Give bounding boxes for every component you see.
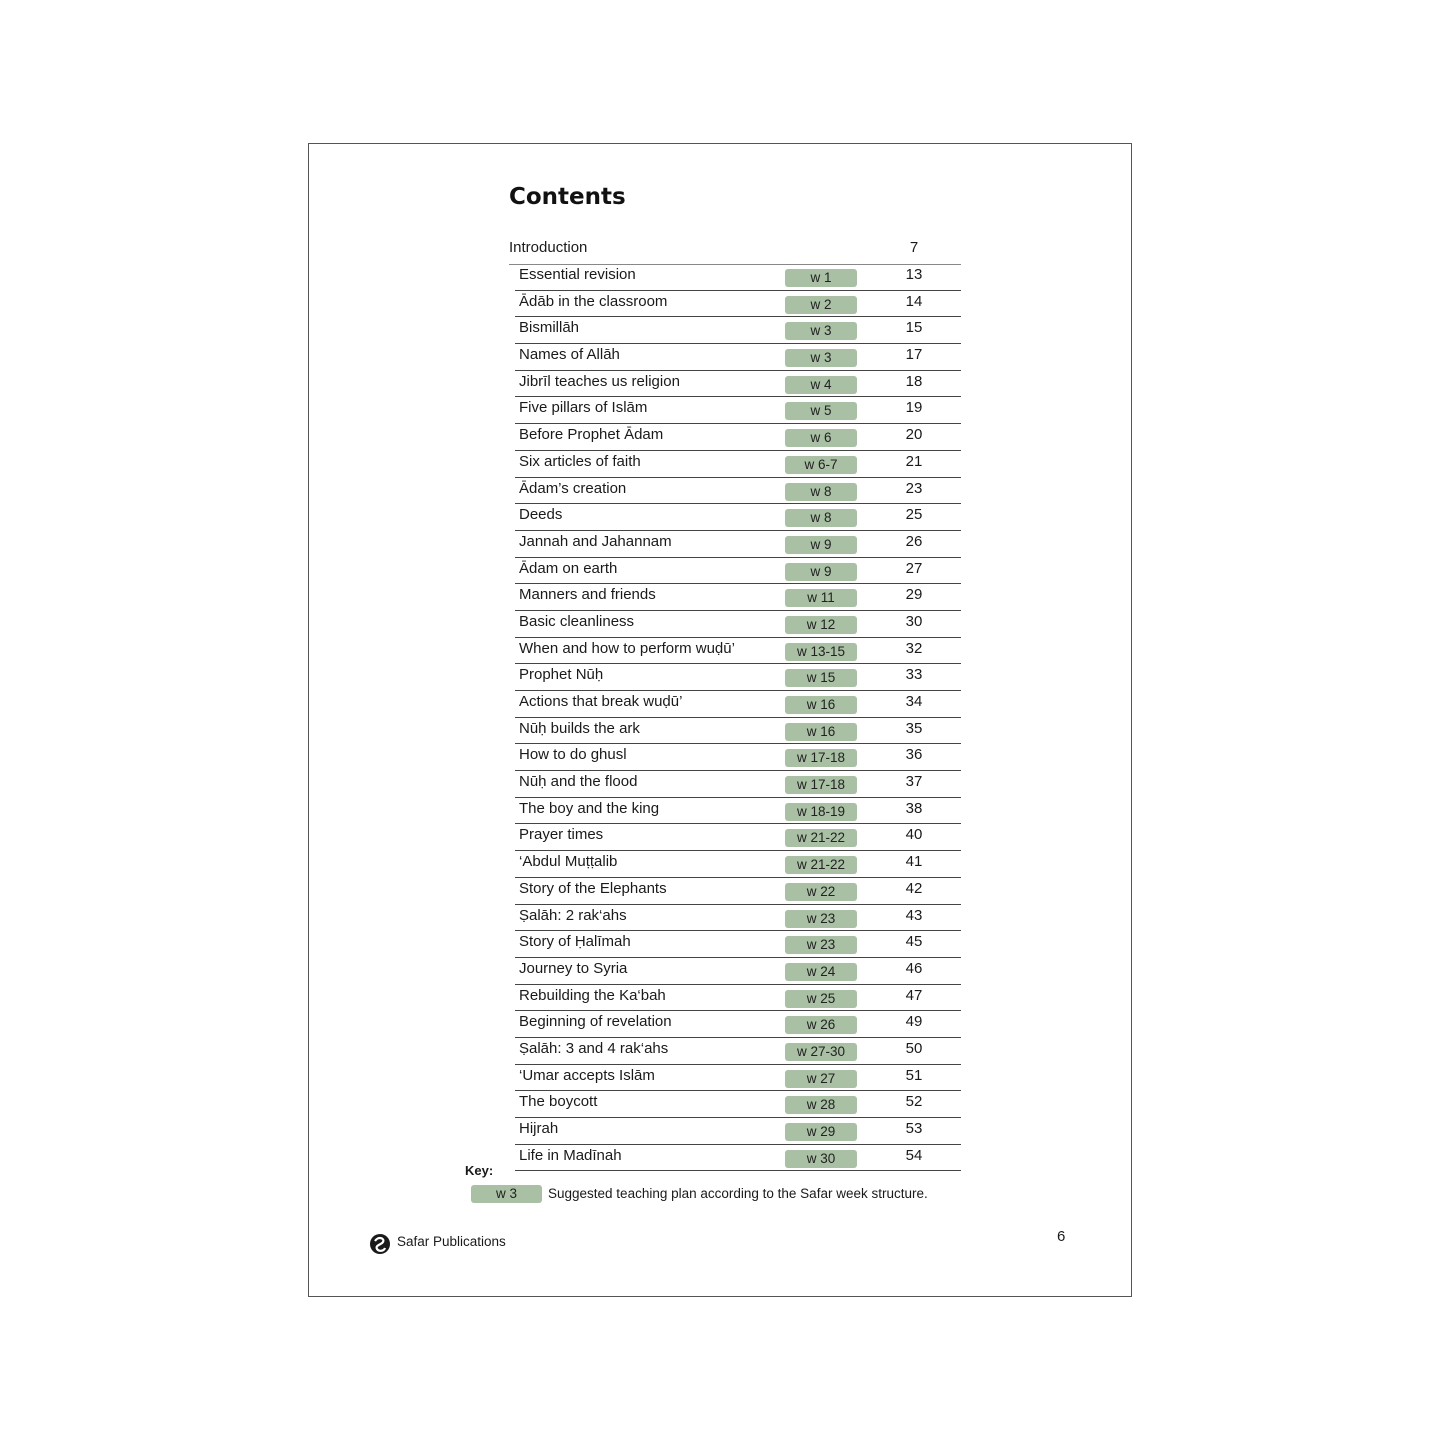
toc-row bbox=[515, 638, 961, 665]
toc-entry-label: Essential revision bbox=[519, 266, 636, 283]
toc-intro-label: Introduction bbox=[509, 239, 588, 256]
toc-entry-label: Ādam’s creation bbox=[519, 479, 627, 497]
toc-row bbox=[515, 771, 961, 798]
toc-entry-label: Deeds bbox=[519, 506, 563, 524]
toc-row bbox=[515, 878, 961, 905]
toc-row bbox=[515, 1065, 961, 1092]
toc-entry-page: 51 bbox=[905, 1066, 923, 1084]
toc-row bbox=[515, 985, 961, 1012]
toc-row bbox=[515, 1145, 961, 1172]
toc-entry-page: 36 bbox=[905, 746, 923, 764]
toc-row bbox=[515, 478, 961, 505]
week-badge: w 16 bbox=[785, 723, 857, 741]
week-badge: w 3 bbox=[785, 349, 857, 367]
week-badge: w 4 bbox=[785, 376, 857, 394]
toc-entry-page: 27 bbox=[905, 559, 923, 577]
key-title: Key: bbox=[465, 1163, 494, 1178]
week-badge: w 5 bbox=[785, 402, 857, 420]
toc-entry-page: 40 bbox=[905, 826, 923, 844]
toc-list bbox=[515, 264, 961, 1171]
page-title: Contents bbox=[509, 184, 626, 210]
toc-entry-label: ‘Umar accepts Islām bbox=[519, 1066, 655, 1084]
toc-entry-label: How to do ghusl bbox=[519, 746, 627, 764]
toc-row bbox=[515, 958, 961, 985]
week-badge: w 26 bbox=[785, 1016, 857, 1034]
toc-row bbox=[515, 824, 961, 851]
toc-entry-label: Actions that break wuḍū’ bbox=[519, 693, 683, 710]
safar-logo-icon bbox=[369, 1233, 391, 1255]
week-badge: w 3 bbox=[785, 322, 857, 340]
week-badge: w 16 bbox=[785, 696, 857, 714]
toc-row bbox=[515, 344, 961, 371]
toc-entry-page: 25 bbox=[905, 506, 923, 524]
week-badge: w 12 bbox=[785, 616, 857, 634]
week-badge: w 2 bbox=[785, 296, 857, 314]
key-week-badge: w 3 bbox=[471, 1185, 542, 1203]
toc-entry-label: Names of Allāh bbox=[519, 346, 620, 364]
toc-entry-label: Hijrah bbox=[519, 1120, 559, 1137]
toc-entry-page: 26 bbox=[905, 532, 923, 550]
toc-entry-label: Bismillāh bbox=[519, 319, 580, 337]
toc-entry-label: Rebuilding the Ka‘bah bbox=[519, 986, 666, 1004]
page-number: 6 bbox=[1057, 1228, 1066, 1245]
week-badge: w 24 bbox=[785, 963, 857, 981]
toc-entry-page: 37 bbox=[905, 773, 923, 791]
toc-entry-label: Story of Ḥalīmah bbox=[519, 933, 631, 951]
toc-entry-label: Jibrīl teaches us religion bbox=[519, 372, 680, 390]
toc-row bbox=[515, 798, 961, 825]
toc-entry-label: Six articles of faith bbox=[519, 452, 641, 470]
toc-row bbox=[515, 424, 961, 451]
toc-entry-page: 23 bbox=[905, 479, 923, 497]
toc-entry-label: Beginning of revelation bbox=[519, 1013, 672, 1031]
week-badge: w 23 bbox=[785, 936, 857, 954]
toc-entry-label: Five pillars of Islām bbox=[519, 399, 648, 417]
week-badge: w 21-22 bbox=[785, 829, 857, 847]
toc-row bbox=[515, 611, 961, 638]
toc-row bbox=[515, 931, 961, 958]
toc-row bbox=[515, 264, 961, 291]
week-badge: w 6 bbox=[785, 429, 857, 447]
toc-row bbox=[515, 851, 961, 878]
publisher-footer bbox=[369, 1227, 506, 1255]
toc-entry-page: 14 bbox=[905, 292, 923, 310]
toc-entry-page: 45 bbox=[905, 933, 923, 951]
toc-entry-label: Prayer times bbox=[519, 826, 604, 844]
week-badge: w 8 bbox=[785, 509, 857, 527]
key-description: Suggested teaching plan according to the Safar week structure. bbox=[548, 1186, 928, 1201]
week-badge: w 27 bbox=[785, 1070, 857, 1088]
week-badge: w 18-19 bbox=[785, 803, 857, 821]
toc-entry-label: The boycott bbox=[519, 1093, 598, 1111]
toc-entry-label: Ādāb in the classroom bbox=[519, 292, 668, 310]
toc-intro-page: 7 bbox=[909, 239, 919, 256]
toc-entry-page: 17 bbox=[905, 346, 923, 364]
toc-entry-label: Ṣalāh: 2 rak‘ahs bbox=[519, 906, 627, 924]
toc-row bbox=[515, 451, 961, 478]
toc-row bbox=[515, 291, 961, 318]
toc-row bbox=[515, 504, 961, 531]
week-badge: w 23 bbox=[785, 910, 857, 928]
toc-row bbox=[515, 531, 961, 558]
toc-entry-label: Jannah and Jahannam bbox=[519, 532, 672, 550]
week-badge: w 9 bbox=[785, 563, 857, 581]
toc-entry-page: 20 bbox=[905, 426, 923, 444]
toc-row bbox=[515, 905, 961, 932]
toc-entry-label: Story of the Elephants bbox=[519, 879, 667, 897]
week-badge: w 13-15 bbox=[785, 643, 857, 661]
toc-entry-page: 46 bbox=[905, 959, 923, 977]
week-badge: w 28 bbox=[785, 1096, 857, 1114]
toc-entry-page: 15 bbox=[905, 319, 923, 337]
toc-row bbox=[515, 1091, 961, 1118]
toc-entry-label: Nūḥ builds the ark bbox=[519, 719, 640, 737]
toc-entry-page: 32 bbox=[905, 639, 923, 657]
toc-row bbox=[515, 397, 961, 424]
toc-entry-label: The boy and the king bbox=[519, 799, 660, 817]
toc-entry-label: Journey to Syria bbox=[519, 959, 628, 977]
toc-entry-label: When and how to perform wuḍū’ bbox=[519, 639, 735, 657]
toc-entry-page: 35 bbox=[905, 719, 923, 737]
toc-entry-page: 54 bbox=[905, 1146, 923, 1164]
toc-entry-label: Basic cleanliness bbox=[519, 612, 635, 630]
toc-intro-row bbox=[509, 237, 961, 265]
toc-row bbox=[515, 1011, 961, 1038]
toc-entry-page: 18 bbox=[905, 372, 923, 390]
week-badge: w 27-30 bbox=[785, 1043, 857, 1061]
toc-row bbox=[515, 1038, 961, 1065]
toc-row bbox=[515, 584, 961, 611]
toc-row bbox=[515, 371, 961, 398]
week-badge: w 17-18 bbox=[785, 749, 857, 767]
toc-entry-page: 53 bbox=[905, 1120, 923, 1137]
publisher-name: Safar Publications bbox=[397, 1233, 506, 1249]
toc-entry-page: 29 bbox=[905, 586, 923, 604]
week-badge: w 17-18 bbox=[785, 776, 857, 794]
week-badge: w 6-7 bbox=[785, 456, 857, 474]
week-badge: w 9 bbox=[785, 536, 857, 554]
toc-entry-label: Before Prophet Ādam bbox=[519, 426, 664, 444]
toc-row bbox=[515, 1118, 961, 1145]
toc-entry-label: Ṣalāh: 3 and 4 rak‘ahs bbox=[519, 1039, 669, 1057]
toc-row bbox=[515, 664, 961, 691]
toc-entry-label: Nūḥ and the flood bbox=[519, 773, 638, 791]
toc-entry-page: 13 bbox=[905, 266, 923, 283]
week-badge: w 21-22 bbox=[785, 856, 857, 874]
week-badge: w 15 bbox=[785, 669, 857, 687]
week-badge: w 29 bbox=[785, 1123, 857, 1141]
toc-row bbox=[515, 718, 961, 745]
toc-entry-page: 47 bbox=[905, 986, 923, 1004]
toc-entry-page: 21 bbox=[905, 452, 923, 470]
week-badge: w 25 bbox=[785, 990, 857, 1008]
toc-entry-label: Life in Madīnah bbox=[519, 1146, 622, 1164]
toc-entry-page: 38 bbox=[905, 799, 923, 817]
week-badge: w 30 bbox=[785, 1150, 857, 1168]
document-page bbox=[308, 143, 1132, 1297]
toc-row bbox=[515, 558, 961, 585]
toc-entry-page: 52 bbox=[905, 1093, 923, 1111]
toc-entry-label: ‘Abdul Muṭṭalib bbox=[519, 853, 618, 871]
week-badge: w 1 bbox=[785, 269, 857, 287]
toc-row bbox=[515, 744, 961, 771]
toc-entry-page: 34 bbox=[905, 693, 923, 710]
toc-entry-page: 19 bbox=[905, 399, 923, 417]
toc-entry-page: 50 bbox=[905, 1039, 923, 1057]
week-badge: w 8 bbox=[785, 483, 857, 501]
toc-entry-page: 49 bbox=[905, 1013, 923, 1031]
toc-entry-label: Prophet Nūḥ bbox=[519, 666, 604, 684]
toc-row bbox=[515, 317, 961, 344]
toc-entry-page: 41 bbox=[905, 853, 923, 871]
toc-entry-page: 33 bbox=[905, 666, 923, 684]
toc-entry-page: 43 bbox=[905, 906, 923, 924]
week-badge: w 11 bbox=[785, 589, 857, 607]
toc-entry-page: 30 bbox=[905, 612, 923, 630]
toc-row bbox=[515, 691, 961, 718]
toc-entry-page: 42 bbox=[905, 879, 923, 897]
toc-entry-label: Manners and friends bbox=[519, 586, 656, 604]
week-badge: w 22 bbox=[785, 883, 857, 901]
toc-entry-label: Ādam on earth bbox=[519, 559, 618, 577]
